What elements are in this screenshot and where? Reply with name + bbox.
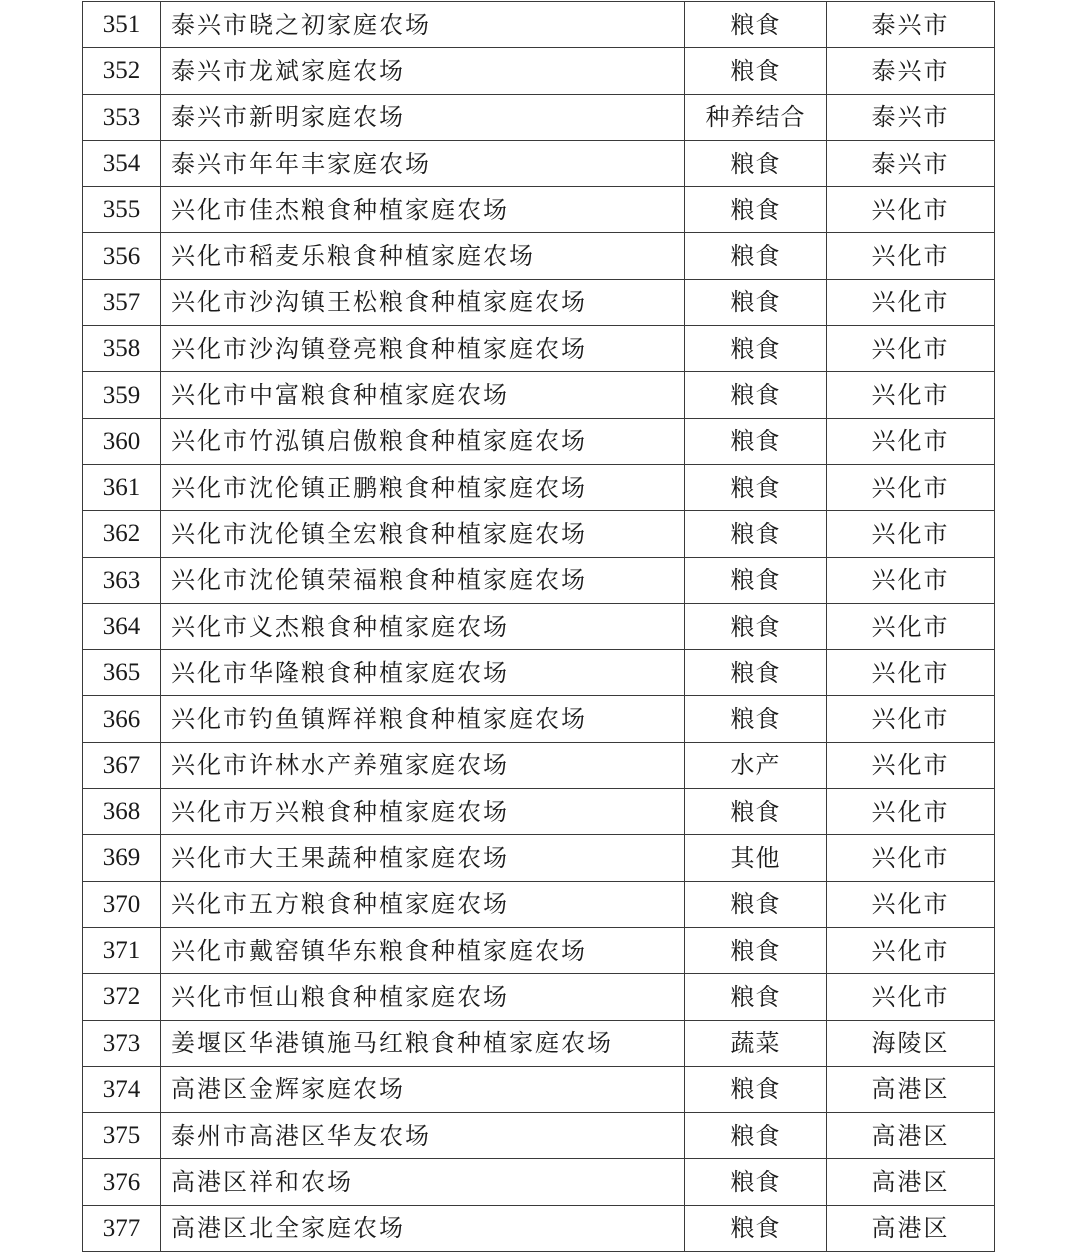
farm-city: 泰兴市 [827,48,995,94]
row-number: 355 [83,187,161,233]
farm-name: 兴化市沈伦镇荣福粮食种植家庭农场 [161,557,685,603]
table-row [83,1159,995,1205]
farm-city: 兴化市 [827,881,995,927]
farm-type: 粮食 [685,48,827,94]
farm-type: 粮食 [685,1113,827,1159]
farm-name: 兴化市沙沟镇王松粮食种植家庭农场 [161,279,685,325]
farm-name: 泰兴市新明家庭农场 [161,94,685,140]
farm-name: 泰兴市晓之初家庭农场 [161,2,685,48]
farm-type: 粮食 [685,511,827,557]
row-number: 372 [83,974,161,1020]
farm-city: 海陵区 [827,1020,995,1066]
table-row [83,1205,995,1251]
farm-city: 兴化市 [827,418,995,464]
farm-city: 高港区 [827,1159,995,1205]
farm-name: 兴化市佳杰粮食种植家庭农场 [161,187,685,233]
farm-type: 粮食 [685,974,827,1020]
farm-type: 粮食 [685,1205,827,1251]
table-row [83,48,995,94]
farm-city: 兴化市 [827,927,995,973]
table-row [83,2,995,48]
row-number: 360 [83,418,161,464]
farm-name: 高港区祥和农场 [161,1159,685,1205]
table-row [83,372,995,418]
farm-name: 高港区金辉家庭农场 [161,1066,685,1112]
farm-type: 粮食 [685,881,827,927]
farm-city: 兴化市 [827,187,995,233]
table-row [83,650,995,696]
row-number: 370 [83,881,161,927]
farm-list-body [83,2,995,1252]
farm-name: 兴化市戴窑镇华东粮食种植家庭农场 [161,927,685,973]
farm-city: 兴化市 [827,511,995,557]
table-row [83,326,995,372]
row-number: 352 [83,48,161,94]
farm-city: 泰兴市 [827,2,995,48]
table-row [83,1113,995,1159]
farm-name: 兴化市华隆粮食种植家庭农场 [161,650,685,696]
farm-name: 泰兴市年年丰家庭农场 [161,140,685,186]
farm-type: 种养结合 [685,94,827,140]
row-number: 359 [83,372,161,418]
farm-city: 兴化市 [827,326,995,372]
farm-name: 兴化市大王果蔬种植家庭农场 [161,835,685,881]
table-row [83,418,995,464]
row-number: 366 [83,696,161,742]
row-number: 361 [83,464,161,510]
farm-name: 兴化市中富粮食种植家庭农场 [161,372,685,418]
farm-type: 粮食 [685,233,827,279]
farm-city: 兴化市 [827,835,995,881]
farm-type: 粮食 [685,418,827,464]
row-number: 357 [83,279,161,325]
farm-city: 兴化市 [827,279,995,325]
row-number: 369 [83,835,161,881]
farm-name: 泰州市高港区华友农场 [161,1113,685,1159]
farm-type: 粮食 [685,603,827,649]
farm-type: 粮食 [685,650,827,696]
farm-city: 泰兴市 [827,140,995,186]
farm-city: 高港区 [827,1205,995,1251]
farm-type: 其他 [685,835,827,881]
table-row [83,279,995,325]
farm-type: 粮食 [685,1066,827,1112]
farm-name: 兴化市恒山粮食种植家庭农场 [161,974,685,1020]
table-row [83,881,995,927]
farm-type: 粮食 [685,927,827,973]
table-row [83,742,995,788]
farm-name: 泰兴市龙斌家庭农场 [161,48,685,94]
farm-type: 粮食 [685,557,827,603]
farm-name: 兴化市竹泓镇启傲粮食种植家庭农场 [161,418,685,464]
row-number: 363 [83,557,161,603]
row-number: 376 [83,1159,161,1205]
table-row [83,140,995,186]
row-number: 368 [83,789,161,835]
farm-name: 兴化市钓鱼镇辉祥粮食种植家庭农场 [161,696,685,742]
farm-city: 兴化市 [827,233,995,279]
farm-type: 粮食 [685,279,827,325]
farm-city: 兴化市 [827,974,995,1020]
farm-city: 兴化市 [827,603,995,649]
farm-type: 粮食 [685,372,827,418]
row-number: 371 [83,927,161,973]
farm-name: 兴化市沈伦镇全宏粮食种植家庭农场 [161,511,685,557]
table-row [83,1020,995,1066]
row-number: 375 [83,1113,161,1159]
table-row [83,603,995,649]
farm-city: 高港区 [827,1113,995,1159]
table-row [83,511,995,557]
farm-city: 兴化市 [827,464,995,510]
farm-type: 粮食 [685,140,827,186]
table-row [83,789,995,835]
farm-name: 兴化市沙沟镇登亮粮食种植家庭农场 [161,326,685,372]
farm-name: 兴化市义杰粮食种植家庭农场 [161,603,685,649]
farm-city: 兴化市 [827,696,995,742]
row-number: 377 [83,1205,161,1251]
farm-name: 兴化市五方粮食种植家庭农场 [161,881,685,927]
farm-type: 粮食 [685,789,827,835]
table-row [83,464,995,510]
farm-type: 粮食 [685,1159,827,1205]
farm-city: 泰兴市 [827,94,995,140]
table-row [83,187,995,233]
farm-city: 兴化市 [827,372,995,418]
table-row [83,835,995,881]
row-number: 356 [83,233,161,279]
row-number: 365 [83,650,161,696]
table-row [83,927,995,973]
farm-list-table [82,1,995,1252]
farm-type: 粮食 [685,2,827,48]
farm-city: 兴化市 [827,789,995,835]
table-row [83,974,995,1020]
row-number: 373 [83,1020,161,1066]
farm-name: 兴化市万兴粮食种植家庭农场 [161,789,685,835]
farm-name: 兴化市沈伦镇正鹏粮食种植家庭农场 [161,464,685,510]
table-row [83,557,995,603]
farm-type: 粮食 [685,696,827,742]
row-number: 362 [83,511,161,557]
row-number: 358 [83,326,161,372]
farm-city: 高港区 [827,1066,995,1112]
farm-city: 兴化市 [827,650,995,696]
farm-type: 蔬菜 [685,1020,827,1066]
row-number: 374 [83,1066,161,1112]
row-number: 367 [83,742,161,788]
farm-city: 兴化市 [827,557,995,603]
row-number: 351 [83,2,161,48]
table-row [83,233,995,279]
row-number: 364 [83,603,161,649]
row-number: 353 [83,94,161,140]
farm-type: 粮食 [685,326,827,372]
farm-type: 粮食 [685,187,827,233]
row-number: 354 [83,140,161,186]
farm-type: 水产 [685,742,827,788]
farm-city: 兴化市 [827,742,995,788]
farm-name: 高港区北全家庭农场 [161,1205,685,1251]
table-row [83,1066,995,1112]
farm-name: 姜堰区华港镇施马红粮食种植家庭农场 [161,1020,685,1066]
farm-list-sheet [82,1,994,1252]
table-row [83,696,995,742]
farm-name: 兴化市稻麦乐粮食种植家庭农场 [161,233,685,279]
table-row [83,94,995,140]
farm-type: 粮食 [685,464,827,510]
farm-name: 兴化市许林水产养殖家庭农场 [161,742,685,788]
